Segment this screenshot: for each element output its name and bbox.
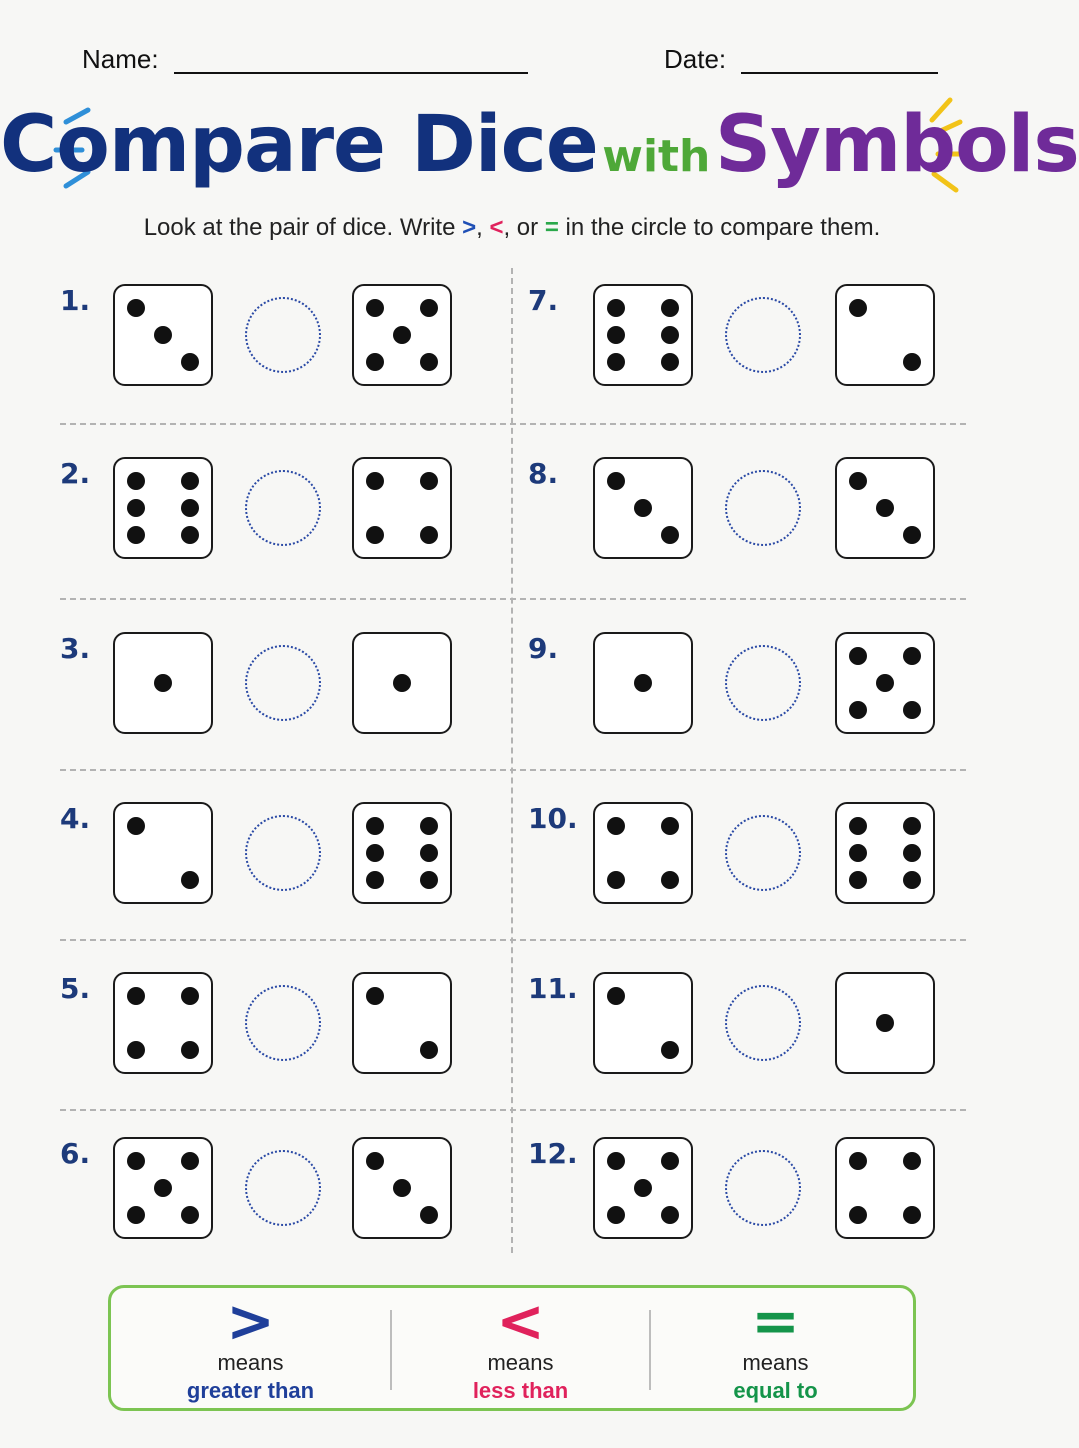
title-with: with xyxy=(602,131,711,182)
equal-symbol: = xyxy=(544,214,559,241)
instructions-separator: , or xyxy=(503,214,545,241)
die-pip xyxy=(903,526,921,544)
die-pip xyxy=(849,472,867,490)
die-pip xyxy=(661,299,679,317)
right-die xyxy=(835,632,935,734)
die-pip xyxy=(849,817,867,835)
die-pip xyxy=(903,647,921,665)
right-die xyxy=(835,802,935,904)
die-pip xyxy=(661,871,679,889)
title-symbols: Symbols xyxy=(714,100,1079,190)
die-pip xyxy=(127,1206,145,1224)
die-pip xyxy=(181,871,199,889)
left-die xyxy=(593,802,693,904)
legend-greater-than xyxy=(116,1288,385,1408)
legend-equal-to xyxy=(641,1288,910,1408)
legend-means-label: means xyxy=(742,1350,809,1375)
instructions-text: Look at the pair of dice. Write xyxy=(143,214,463,241)
die-pip xyxy=(661,526,679,544)
die-pip xyxy=(181,987,199,1005)
date-field[interactable] xyxy=(741,72,938,74)
problem-number: 1. xyxy=(60,284,91,317)
right-die xyxy=(352,972,452,1074)
die-pip xyxy=(127,817,145,835)
title-compare-dice: Compare Dice xyxy=(0,100,598,190)
die-pip xyxy=(607,326,625,344)
name-label: Name: xyxy=(82,44,159,74)
die-pip xyxy=(903,1206,921,1224)
die-pip xyxy=(607,299,625,317)
die-pip xyxy=(366,526,384,544)
page-title xyxy=(0,100,1079,190)
problem-2 xyxy=(60,457,510,577)
die-pip xyxy=(903,353,921,371)
die-pip xyxy=(903,844,921,862)
die-pip xyxy=(903,871,921,889)
answer-circle[interactable] xyxy=(245,985,321,1061)
die-pip xyxy=(420,871,438,889)
die-pip xyxy=(849,647,867,665)
left-die xyxy=(593,1137,693,1239)
left-die xyxy=(113,284,213,386)
right-die xyxy=(352,457,452,559)
die-pip xyxy=(181,1041,199,1059)
problem-7 xyxy=(524,284,974,404)
die-pip xyxy=(661,817,679,835)
die-pip xyxy=(849,701,867,719)
answer-circle[interactable] xyxy=(725,985,801,1061)
die-pip xyxy=(420,526,438,544)
die-pip xyxy=(181,353,199,371)
die-pip xyxy=(154,326,172,344)
instructions-separator: , xyxy=(476,214,490,241)
die-pip xyxy=(661,1152,679,1170)
die-pip xyxy=(420,472,438,490)
answer-circle[interactable] xyxy=(725,297,801,373)
die-pip xyxy=(849,1152,867,1170)
right-die xyxy=(352,802,452,904)
die-pip xyxy=(154,1179,172,1197)
left-die xyxy=(113,632,213,734)
die-pip xyxy=(127,299,145,317)
problem-number: 7. xyxy=(528,284,559,317)
die-pip xyxy=(420,817,438,835)
problem-5 xyxy=(60,972,510,1092)
problem-12 xyxy=(524,1137,974,1257)
die-pip xyxy=(849,299,867,317)
die-pip xyxy=(607,472,625,490)
name-field[interactable] xyxy=(174,72,528,74)
answer-circle[interactable] xyxy=(725,645,801,721)
die-pip xyxy=(849,844,867,862)
problem-number: 4. xyxy=(60,802,91,835)
left-die xyxy=(593,632,693,734)
problem-11 xyxy=(524,972,974,1092)
row-divider xyxy=(60,939,966,941)
problem-number: 6. xyxy=(60,1137,91,1170)
problem-10 xyxy=(524,802,974,922)
die-pip xyxy=(634,499,652,517)
instructions-text: in the circle to compare them. xyxy=(558,214,881,241)
die-pip xyxy=(420,1041,438,1059)
row-divider xyxy=(60,1109,966,1111)
die-pip xyxy=(849,1206,867,1224)
legend-meaning-label: less than xyxy=(472,1378,569,1403)
die-pip xyxy=(127,1041,145,1059)
die-pip xyxy=(393,326,411,344)
left-die xyxy=(113,972,213,1074)
less-than-icon: < xyxy=(496,1287,545,1355)
row-divider xyxy=(60,769,966,771)
die-pip xyxy=(181,1152,199,1170)
symbol-legend xyxy=(108,1285,916,1411)
left-die xyxy=(113,1137,213,1239)
die-pip xyxy=(154,674,172,692)
die-pip xyxy=(420,299,438,317)
die-pip xyxy=(127,1152,145,1170)
problem-number: 2. xyxy=(60,457,91,490)
die-pip xyxy=(661,326,679,344)
die-pip xyxy=(393,1179,411,1197)
right-die xyxy=(352,632,452,734)
left-die xyxy=(113,457,213,559)
greater-than-symbol: > xyxy=(462,214,477,241)
die-pip xyxy=(127,526,145,544)
die-pip xyxy=(420,353,438,371)
right-die xyxy=(352,284,452,386)
die-pip xyxy=(181,526,199,544)
problem-number: 11. xyxy=(528,972,578,1005)
die-pip xyxy=(607,987,625,1005)
answer-circle[interactable] xyxy=(245,815,321,891)
die-pip xyxy=(876,674,894,692)
legend-means-label: means xyxy=(487,1350,554,1375)
problem-3 xyxy=(60,632,510,752)
problem-9 xyxy=(524,632,974,752)
right-die xyxy=(835,972,935,1074)
date-label: Date: xyxy=(664,44,727,74)
die-pip xyxy=(903,1152,921,1170)
legend-meaning-label: equal to xyxy=(733,1378,818,1403)
die-pip xyxy=(366,353,384,371)
answer-circle[interactable] xyxy=(245,1150,321,1226)
answer-circle[interactable] xyxy=(245,645,321,721)
die-pip xyxy=(366,472,384,490)
die-pip xyxy=(607,1152,625,1170)
left-die xyxy=(593,457,693,559)
answer-circle[interactable] xyxy=(725,470,801,546)
die-pip xyxy=(876,499,894,517)
left-die xyxy=(593,972,693,1074)
problem-number: 3. xyxy=(60,632,91,665)
die-pip xyxy=(127,472,145,490)
die-pip xyxy=(393,674,411,692)
right-die xyxy=(835,284,935,386)
answer-circle[interactable] xyxy=(245,297,321,373)
problem-number: 12. xyxy=(528,1137,578,1170)
die-pip xyxy=(634,674,652,692)
problem-4 xyxy=(60,802,510,922)
die-pip xyxy=(366,299,384,317)
problem-number: 5. xyxy=(60,972,91,1005)
die-pip xyxy=(181,472,199,490)
right-die xyxy=(835,457,935,559)
die-pip xyxy=(366,817,384,835)
problem-number: 8. xyxy=(528,457,559,490)
die-pip xyxy=(876,1014,894,1032)
row-divider xyxy=(60,598,966,600)
right-die xyxy=(352,1137,452,1239)
die-pip xyxy=(903,701,921,719)
answer-circle[interactable] xyxy=(725,1150,801,1226)
die-pip xyxy=(366,844,384,862)
die-pip xyxy=(607,817,625,835)
left-die xyxy=(113,802,213,904)
left-die xyxy=(593,284,693,386)
die-pip xyxy=(661,353,679,371)
die-pip xyxy=(607,871,625,889)
legend-meaning-label: greater than xyxy=(186,1378,315,1403)
column-divider xyxy=(511,268,513,1253)
legend-means-label: means xyxy=(217,1350,284,1375)
problem-number: 9. xyxy=(528,632,559,665)
answer-circle[interactable] xyxy=(725,815,801,891)
die-pip xyxy=(607,353,625,371)
right-die xyxy=(835,1137,935,1239)
equal-icon: = xyxy=(751,1287,800,1355)
die-pip xyxy=(634,1179,652,1197)
die-pip xyxy=(661,1206,679,1224)
die-pip xyxy=(903,817,921,835)
die-pip xyxy=(127,499,145,517)
die-pip xyxy=(366,987,384,1005)
problem-number: 10. xyxy=(528,802,578,835)
greater-than-icon: > xyxy=(226,1287,275,1355)
die-pip xyxy=(181,1206,199,1224)
row-divider xyxy=(60,423,966,425)
less-than-symbol: < xyxy=(489,214,504,241)
die-pip xyxy=(420,844,438,862)
answer-circle[interactable] xyxy=(245,470,321,546)
die-pip xyxy=(607,1206,625,1224)
die-pip xyxy=(661,1041,679,1059)
problem-6 xyxy=(60,1137,510,1257)
die-pip xyxy=(366,871,384,889)
die-pip xyxy=(849,871,867,889)
instructions xyxy=(0,214,1024,242)
legend-less-than xyxy=(386,1288,655,1408)
die-pip xyxy=(420,1206,438,1224)
problem-8 xyxy=(524,457,974,577)
problem-1 xyxy=(60,284,510,404)
die-pip xyxy=(127,987,145,1005)
die-pip xyxy=(366,1152,384,1170)
die-pip xyxy=(181,499,199,517)
